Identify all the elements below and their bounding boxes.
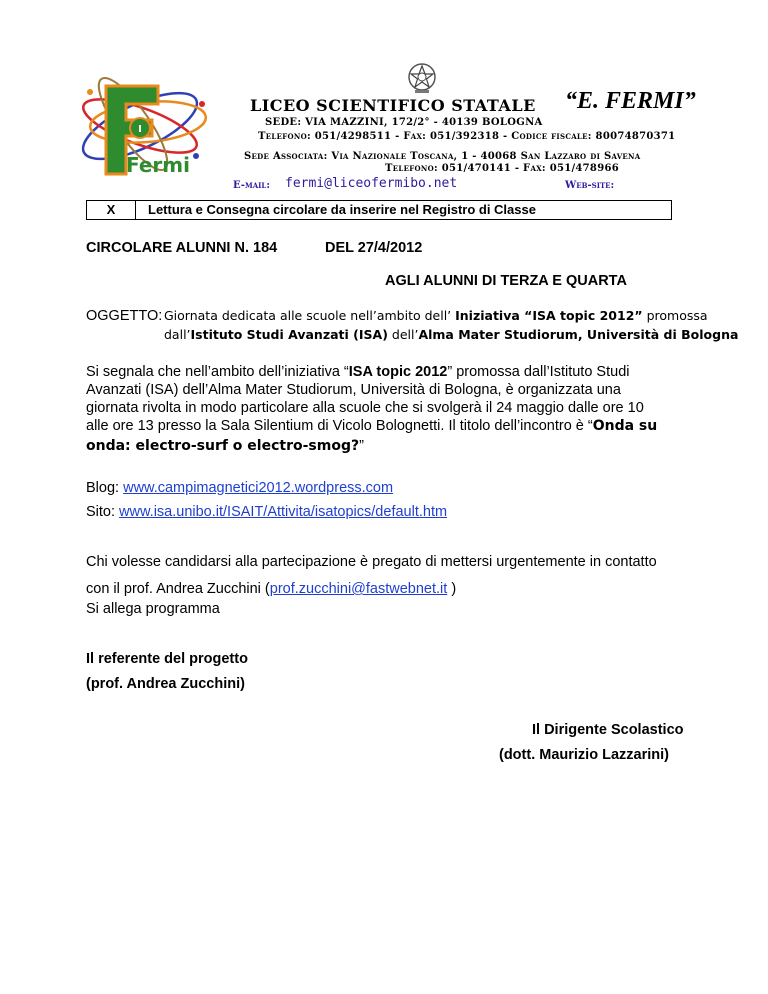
republic-emblem-icon [407, 62, 437, 94]
register-text: Lettura e Consegna circolare da inserire nel Registro di Classe [148, 202, 536, 217]
oggetto-line-1 [164, 308, 708, 323]
school-address: SEDE: VIA MAZZINI, 172/2° - 40139 BOLOGNA [265, 117, 543, 128]
school-phone-fiscal: Telefono: 051/4298511 - Fax: 051/392318 - Codice fiscale: 80074870371 [258, 131, 676, 142]
school-quote: “E. FERMI” [565, 88, 696, 114]
referente-title: Il referente del progetto [86, 651, 248, 667]
body-line: Avanzati (ISA) dell’Alma Mater Studiorum, Università di Bologna, è organizzata una [86, 382, 621, 398]
body-paragraph [86, 363, 657, 455]
svg-text:I: I [138, 124, 142, 135]
body-highlight: ISA topic 2012 [348, 364, 448, 380]
attachment-note: Si allega programma [86, 601, 220, 617]
event-title: Onda su [592, 418, 658, 434]
contact-line-2 [86, 580, 456, 598]
oggetto-university: Alma Mater Studiorum, Università di Bologna [418, 327, 739, 342]
oggetto-label: OGGETTO: [86, 308, 163, 324]
email-label: E-mail: [233, 180, 271, 191]
event-title: onda: electro-surf o electro-smog? [86, 438, 360, 454]
school-name: LICEO SCIENTIFICO STATALE [250, 96, 536, 115]
site-link[interactable]: www.isa.unibo.it/ISAIT/Attivita/isatopics/default.htm [119, 504, 448, 520]
circolare-date: DEL 27/4/2012 [325, 240, 423, 256]
contact-text: ) [447, 581, 457, 597]
register-mark: X [87, 201, 136, 219]
oggetto-text: dall’ [164, 327, 191, 342]
associated-phone: Telefono: 051/470141 - Fax: 051/478966 [385, 163, 619, 174]
website-label: Web-site: [565, 180, 615, 191]
body-text: alle ore 13 presso la Sala Silentium di Vicolo Bolognetti. Il titolo dell’incontro è “ [86, 418, 593, 434]
blog-line [86, 479, 393, 497]
referente-name: (prof. Andrea Zucchini) [86, 676, 245, 692]
body-text: ” promossa dall’Istituto Studi [447, 364, 630, 380]
email-value[interactable]: fermi@liceofermibo.net [285, 176, 458, 191]
contact-text: con il prof. Andrea Zucchini ( [86, 581, 270, 597]
site-line [86, 503, 447, 521]
recipients: AGLI ALUNNI DI TERZA E QUARTA [385, 273, 627, 289]
body-text: ” [359, 438, 364, 454]
blog-label: Blog: [86, 480, 124, 496]
blog-link[interactable]: www.campimagnetici2012.wordpress.com [123, 480, 394, 496]
oggetto-text: dell’ [387, 327, 419, 342]
site-label: Sito: [86, 504, 120, 520]
dirigente-name: (dott. Maurizio Lazzarini) [499, 747, 669, 763]
logo-text: Fermi [126, 153, 190, 177]
body-text: Si segnala che nell’ambito dell’iniziativa “ [86, 364, 349, 380]
contact-email-link[interactable]: prof.zucchini@fastwebnet.it [269, 581, 448, 597]
oggetto-line-2 [164, 327, 738, 342]
school-logo [78, 64, 248, 184]
oggetto-text: Giornata dedicata alle scuole nell’ambito dell’ [164, 308, 456, 323]
oggetto-initiative: Iniziativa “ISA topic 2012” [455, 308, 643, 323]
associated-site: Sede Associata: Via Nazionale Toscana, 1 - 40068 San Lazzaro di Savena [244, 151, 641, 162]
register-box [86, 200, 672, 220]
contact-line-1: Chi volesse candidarsi alla partecipazione è pregato di mettersi urgentemente in contatto [86, 554, 657, 570]
circolare-number: CIRCOLARE ALUNNI N. 184 [86, 240, 278, 256]
dirigente-title: Il Dirigente Scolastico [532, 722, 684, 738]
oggetto-text: promossa [642, 308, 708, 323]
body-line: giornata rivolta in modo particolare alla scuole che si svolgerà il 24 maggio dalle ore 10 [86, 400, 644, 416]
oggetto-institute: Istituto Studi Avanzati (ISA) [190, 327, 388, 342]
